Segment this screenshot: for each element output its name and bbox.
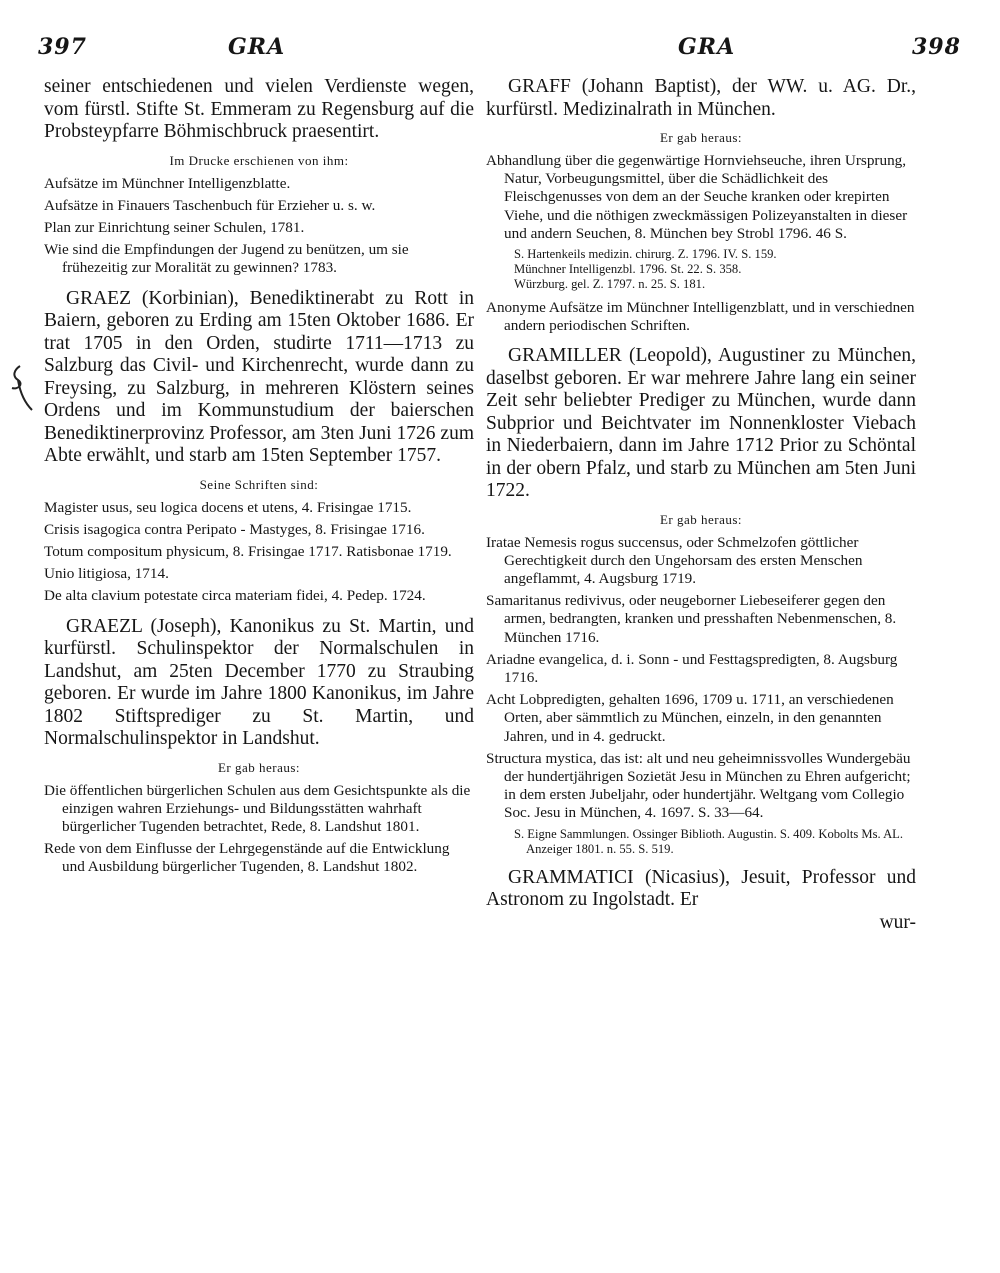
reference-line: Würzburg. gel. Z. 1797. n. 25. S. 181.	[514, 277, 706, 292]
entry-gramiller: GRAMILLER (Leopold), Augustiner zu München, daselbst geboren. Er war mehrere Jahre lang ein seiner Zeit sehr beliebter Prediger zu München, wurde dann Subprior und Beichtvater im Nonnenkloster Viebach in Niederbaiern, dann im Jahre 1712 Prior zu Schöntal in der obern Pfalz, und starb zu München am 5ten Juni 1722.	[486, 345, 916, 502]
work-item: Magister usus, seu logica docens et utens, 4. Frisingae 1715.	[44, 498, 412, 516]
section-label: Er gab heraus:	[217, 759, 301, 775]
page-number-left: 397	[38, 34, 87, 60]
work-item: Aufsätze im Münchner Intelligenzblatte.	[44, 174, 291, 192]
work-item: Rede von dem Einflusse der Lehrgegenstände auf die Entwicklung und Ausbildung bürgerlicher Tugenden, 8. Landshut 1802.	[44, 840, 450, 876]
work-item: Totum compositum physicum, 8. Frisingae 1717. Ratisbonae 1719.	[44, 542, 452, 560]
work-item: De alta clavium potestate circa materiam fidei, 4. Pedep. 1724.	[44, 587, 426, 605]
work-item: Iratae Nemesis rogus succensus, oder Schmelzofen göttlicher Gerechtigkeit durch den Ungehorsam des ersten Menschen angeflammt, 4. Augsburg 1719.	[486, 533, 863, 587]
left-column	[44, 76, 474, 881]
right-column	[486, 76, 916, 934]
work-item: Unio litigiosa, 1714.	[44, 565, 169, 583]
work-item: Plan zur Einrichtung seiner Schulen, 1781.	[44, 218, 305, 236]
work-item: Samaritanus redivivus, oder neugeborner Liebeseiferer gegen den armen, bedrangten, kranken und presshaften Nebenmenschen, 8. München 1716.	[486, 592, 897, 646]
section-label: Er gab heraus:	[659, 511, 743, 527]
reference-line: S. Eigne Sammlungen. Ossinger Biblioth. Augustin. S. 409. Kobolts Ms. AL. Anzeiger 1801. n. 55. S. 519.	[514, 826, 904, 856]
work-item: Abhandlung über die gegenwärtige Hornviehseuche, ihren Ursprung, Natur, Vorbeugungsmittel, über die Schädlichkeit des Fleischgenusses von dem an der Seuche kranken oder krepirten Viehe, und die nöthigen zweckmässigen Polizeyanstalten in dieser und andern Seuchen, 8. München bey Strobl 1796. 46 S.	[486, 152, 908, 242]
running-head-right: GRA	[678, 34, 736, 60]
section-label: Er gab heraus:	[659, 130, 743, 145]
work-item: Aufsätze in Finauers Taschenbuch für Erzieher u. s. w.	[44, 196, 376, 214]
work-item: Crisis isagogica contra Peripato - Mastyges, 8. Frisingae 1716.	[44, 520, 425, 538]
section-label: Seine Schriften sind:	[199, 476, 319, 492]
work-item: Acht Lobpredigten, gehalten 1696, 1709 u. 1711, an verschiedenen Orten, aber sämmtlich zu München, einzeln, in den genannten Jahren, und in 4. gedruckt.	[486, 691, 894, 745]
work-item: Structura mystica, das ist: alt und neu geheimnissvolles Wundergebäu der hundertjährigen Sozietät Jesu in München zu Ehren aufgericht; in dem ersten Jubeljahr, oder hundertjähr. Weltgang vom Collegio Soc. Jesu in München, 4. 1697. S. 33—64.	[486, 749, 911, 822]
margin-annotation-mark	[6, 362, 34, 414]
entry-graezl: GRAEZL (Joseph), Kanonikus zu St. Martin, und kurfürstl. Schulinspektor der Normalschulen in Landshut, am 25ten December 1770 zu Straubing geboren. Er wurde im Jahre 1800 Kanonikus, im Jahre 1802 Stiftsprediger zu St. Martin, und Normalschulinspektor in Landshut.	[44, 615, 474, 750]
section-label: Im Drucke erschienen von ihm:	[169, 152, 349, 168]
work-item: Ariadne evangelica, d. i. Sonn - und Festtagspredigten, 8. Augsburg 1716.	[486, 650, 898, 686]
work-item: Wie sind die Empfindungen der Jugend zu benützen, um sie frühezeitig zur Moralität zu gewinnen? 1783.	[44, 241, 409, 277]
entry-grammatici: GRAMMATICI (Nicasius), Jesuit, Professor und Astronom zu Ingolstadt. Er	[486, 866, 916, 911]
catchword: wur-	[879, 911, 916, 933]
running-head-left: GRA	[228, 34, 286, 60]
entry-graez: GRAEZ (Korbinian), Benediktinerabt zu Rott in Baiern, geboren zu Erding am 15ten Oktober 1686. Er trat 1705 in den Orden, studirte 1711—1713 zu Salzburg das Civil- und Kirchenrecht, wurde dann zu Freysing, zu Salzburg, in mehreren Klöstern seines Ordens und im Kommunstudium der baierschen Benediktinerprovinz Professor, am 3ten Juni 1726 zum Abte erwählt, und starb am 15ten September 1757.	[44, 287, 474, 467]
work-item: Die öffentlichen bürgerlichen Schulen aus dem Gesichtspunkte als die einzigen wahren Erziehungs- und Bildungsstätten wahrhaft bürgerlicher Tugenden betrachtet, Rede, 8. Landshut 1801.	[44, 781, 471, 835]
entry-graff: GRAFF (Johann Baptist), der WW. u. AG. Dr., kurfürstl. Medizinalrath in München.	[486, 76, 916, 120]
reference-line: S. Hartenkeils medizin. chirurg. Z. 1796. IV. S. 159.	[514, 247, 777, 262]
reference-line: Münchner Intelligenzbl. 1796. St. 22. S. 358.	[514, 262, 742, 277]
page-number-right: 398	[912, 34, 961, 60]
continued-entry-text: seiner entschiedenen und vielen Verdienste wegen, vom fürstl. Stifte St. Emmeram zu Regensburg auf die Probsteypfarre Böhmischbruck praesentirt.	[44, 76, 474, 142]
work-item: Anonyme Aufsätze im Münchner Intelligenzblatt, und in verschiednen andern periodischen Schriften.	[486, 298, 915, 334]
